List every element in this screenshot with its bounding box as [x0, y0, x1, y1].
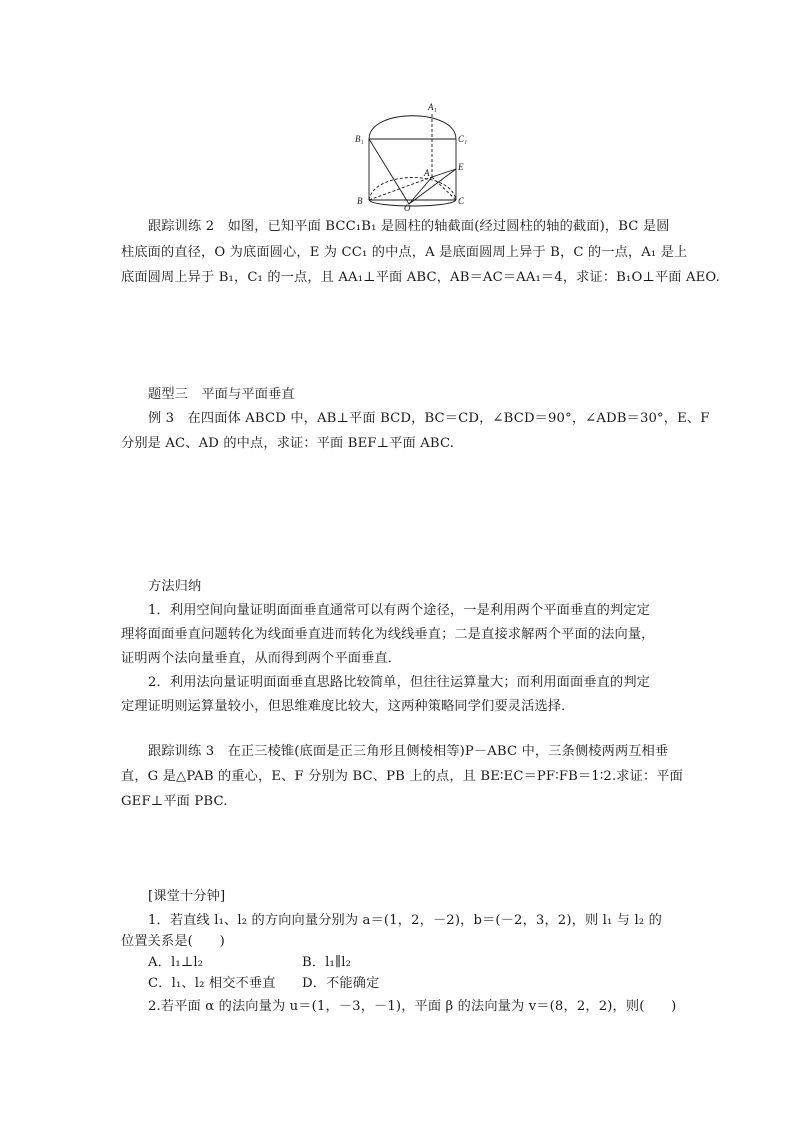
- label-c1: C₁: [458, 134, 468, 144]
- method-heading: 方法归纳: [148, 579, 202, 594]
- method-line1: 1．利用空间向量证明面面垂直通常可以有两个途径，一是利用两个平面垂直的判定定: [148, 603, 651, 618]
- label-c: C: [458, 196, 465, 206]
- label-o: O: [404, 203, 411, 212]
- training2-line2: 柱底面的直径，O 为底面圆心，E 为 CC₁ 的中点，A 是底面圆周上异于 B，C 的一点，A₁ 是上: [121, 245, 688, 260]
- example3-line1: 例 3 在四面体 ABCD 中，AB⊥平面 BCD，BC＝CD，∠BCD＝90°，∠ADB＝30°，E、F: [148, 411, 710, 426]
- training3-line1: 跟踪训练 3 在正三棱锥(底面是正三角形且侧棱相等)P－ABC 中，三条侧棱两两互相垂: [148, 744, 669, 759]
- training2-line3: 底面圆周上异于 B₁，C₁ 的一点，且 AA₁⊥平面 ABC，AB＝AC＝AA₁＝4，求证：B₁O⊥平面 AEO.: [121, 270, 720, 285]
- label-e: E: [458, 162, 464, 172]
- example3-line2: 分别是 AC、AD 的中点，求证：平面 BEF⊥平面 ABC.: [121, 436, 455, 451]
- training3-line3: GEF⊥平面 PBC.: [121, 794, 228, 809]
- method-line3: 证明两个法向量垂直，从而得到两个平面垂直．: [121, 651, 402, 666]
- edge-a-e: [432, 169, 456, 177]
- edge-a-c: [432, 177, 456, 200]
- edge-o-e: [409, 169, 456, 204]
- method-line5: 定理证明则运算量较小，但思维难度比较大，这两种策略同学们要灵活选择．: [121, 699, 575, 714]
- edge-b1-o: [369, 139, 409, 204]
- q1-line2: 位置关系是( ): [121, 934, 225, 949]
- q1-option-b: B．l₁∥l₂: [302, 955, 352, 970]
- cylinder-figure: [352, 100, 477, 212]
- q1-option-c: C．l₁、l₂ 相交不垂直: [148, 976, 276, 991]
- type3-heading: 题型三 平面与平面垂直: [148, 387, 295, 402]
- label-a1: A₁: [428, 102, 437, 112]
- method-line2: 理将面面垂直问题转化为线面垂直进而转化为线线垂直；二是直接求解两个平面的法向量，: [121, 627, 655, 642]
- label-b1: B₁: [355, 134, 364, 144]
- top-arc: [369, 116, 456, 139]
- base-back-arc: [369, 178, 456, 201]
- method-line4: 2．利用法向量证明面面垂直思路比较简单，但往往运算量大；而利用面面垂直的判定: [148, 675, 651, 690]
- q2-line1: 2.若平面 α 的法向量为 u＝(1，－3，－1)，平面 β 的法向量为 v＝(8，2，2)，则( ): [148, 999, 677, 1014]
- q1-option-d: D．不能确定: [302, 976, 380, 991]
- training3-line2: 直，G 是△PAB 的重心，E、F 分别为 BC、PB 上的点，且 BE∶EC＝PF∶FB＝1∶2.求证：平面: [121, 769, 683, 784]
- q1-option-a: A．l₁⊥l₂: [148, 955, 204, 970]
- q1-line1: 1．若直线 l₁、l₂ 的方向向量分别为 a＝(1，2，－2)，b＝(－2，3，2)，则 l₁ 与 l₂ 的: [148, 913, 662, 928]
- label-b: B: [357, 196, 363, 206]
- training2-line1: 跟踪训练 2 如图，已知平面 BCC₁B₁ 是圆柱的轴截面(经过圆柱的轴的截面)，BC 是圆: [148, 219, 670, 234]
- label-a: A: [424, 168, 430, 178]
- class10-heading: [课堂十分钟]: [148, 889, 226, 904]
